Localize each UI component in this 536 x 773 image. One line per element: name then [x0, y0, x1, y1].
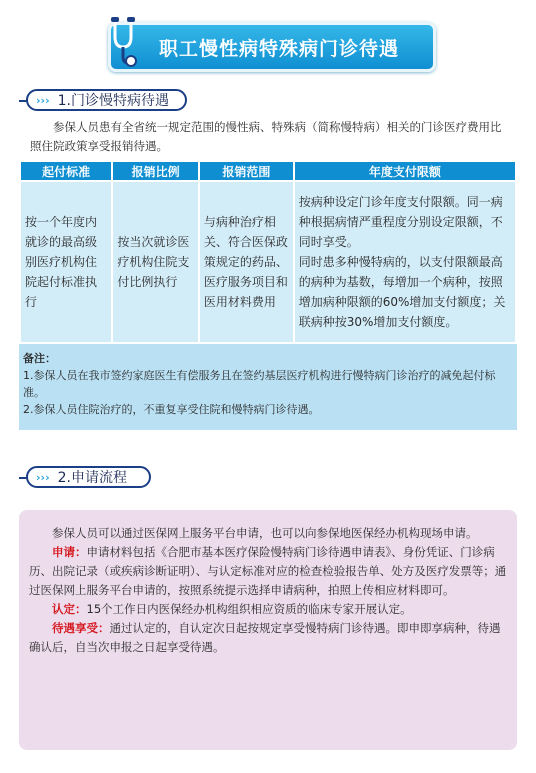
section1-pill [26, 89, 187, 111]
page-banner [108, 22, 436, 72]
application-process-box [19, 510, 517, 750]
apply-text: 申请材料包括《合肥市基本医疗保险慢特病门诊待遇申请表》、身份凭证、门诊病历、出院记录（或疾病诊断证明）、与认定标准对应的检查检验报告单、处方及医疗发票等；通过医保网上服务平台申请的，按照系统提示选择申请病种，拍照上传相应材料即可。 [29, 545, 507, 597]
process-paragraph: 参保人员可以通过医保网上服务平台申请，也可以向参保地医保经办机构现场申请。 [52, 526, 478, 540]
header-deductible: 起付标准 [21, 162, 111, 180]
note-item: 1.参保人员在我市签约家庭医生有偿服务且在签约基层医疗机构进行慢特病门诊治疗的减免起付标准。 [23, 369, 496, 399]
table-row [21, 182, 515, 342]
double-arrow-icon: ››› [36, 93, 50, 107]
process-paragraph-apply [29, 543, 507, 600]
note-item: 2.参保人员住院治疗的，不重复享受住院和慢特病门诊待遇。 [23, 403, 320, 416]
enjoy-text: 通过认定的，自认定次日起按规定享受慢特病门诊待遇。即申即享病种，待遇确认后，自当次申报之日起享受待遇。 [29, 621, 501, 654]
limit-text-2: 同时患多种慢特病的，以支付限额最高的病种为基数，每增加一个病种，按照增加病种限额的60%增加支付额度；关联病种按30%增加支付额度。 [298, 255, 506, 329]
process-paragraph-confirm [29, 600, 507, 619]
keyword-enjoy: 待遇享受： [52, 621, 110, 635]
cell-scope: 与病种治疗相关、符合医保政策规定的药品、医疗服务项目和医用材料费用 [200, 182, 293, 342]
cell-annual-limit [295, 182, 515, 342]
section1-intro: 参保人员患有全省统一规定范围的慢性病、特殊病（简称慢特病）相关的门诊医疗费用比照住院政策享受报销待遇。 [30, 120, 502, 153]
notes-box [19, 344, 517, 430]
header-scope: 报销范围 [200, 162, 293, 180]
section2-header [26, 465, 151, 489]
keyword-confirm: 认定： [52, 602, 87, 616]
header-ratio: 报销比例 [113, 162, 198, 180]
header-annual-limit: 年度支付限额 [295, 162, 515, 180]
section1-title: 1.门诊慢特病待遇 [57, 93, 169, 109]
banner-title: 职工慢性病特殊病门诊待遇 [158, 37, 399, 60]
cell-deductible: 按一个年度内就诊的最高级别医疗机构住院起付标准执行 [21, 182, 111, 342]
section1-header [26, 88, 187, 112]
benefit-table [19, 160, 517, 344]
section2-pill [26, 466, 151, 488]
double-arrow-icon: ››› [36, 470, 50, 484]
keyword-apply: 申请： [52, 545, 87, 559]
stethoscope-icon [105, 15, 139, 71]
section2-title: 2.申请流程 [57, 470, 127, 486]
limit-text-1: 按病种设定门诊年度支付限额。同一病种根据病情严重程度分别设定限额，不同时享受。 [298, 195, 503, 249]
confirm-text: 15个工作日内医保经办机构组织相应资质的临床专家开展认定。 [86, 602, 412, 616]
cell-ratio: 按当次就诊医疗机构住院支付比例执行 [113, 182, 198, 342]
notes-title: 备注： [23, 352, 56, 365]
table-header-row [21, 162, 515, 180]
process-paragraph-enjoy [29, 619, 507, 657]
